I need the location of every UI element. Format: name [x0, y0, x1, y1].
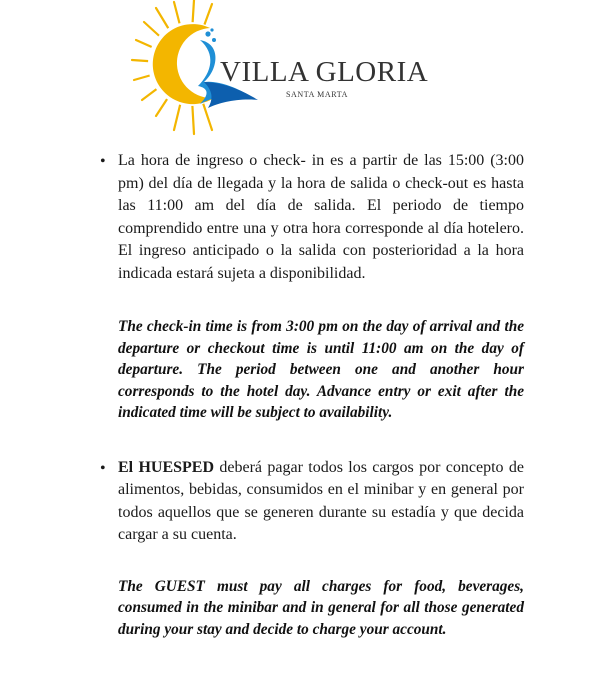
policy-text-spanish [118, 150, 524, 285]
villa-gloria-logo [128, 0, 428, 140]
policy-text-spanish [118, 457, 524, 547]
brand-name: VILLA GLORIA [220, 56, 429, 88]
policy-item-checkin [100, 150, 524, 424]
policy-text-english: The GUEST must pay all charges for food, beverages, consumed in the minibar and in general for all those generated during your stay and decide to charge your account. [118, 577, 524, 638]
policy-body: deberá pagar todos los cargos por concepto de alimentos, bebidas, consumidos en el minibar y en general por todos aquellos que se generen durante su estadía y que decida cargar a su cuenta. [118, 458, 525, 543]
brand-subtitle: SANTA MARTA [286, 90, 348, 99]
policy-lead: El HUESPED [118, 458, 215, 476]
bullet: • [100, 153, 106, 170]
policy-text-english: The check-in time is from 3:00 pm on the day of arrival and the departure or checkout time is until 11:00 am on the day of departure. The period between one and another hour corresponds to the hotel day. Advance entry or exit after the indicated time will be subject to availability. [118, 318, 524, 421]
policy-body: La hora de ingreso o check- in es a partir de las 15:00 (3:00 pm) del día de llegada y la hora de salida o check-out es hasta las 11:00 am del día de salida. El periodo de tiempo comprendido entre una y otra hora corresponde al día hotelero. El ingreso anticipado o la salida con posterioridad a la hora indicada estará sujeta a disponibilidad. [118, 152, 524, 282]
bullet: • [100, 459, 106, 477]
policy-document [100, 150, 524, 640]
policy-item-charges [100, 457, 524, 641]
